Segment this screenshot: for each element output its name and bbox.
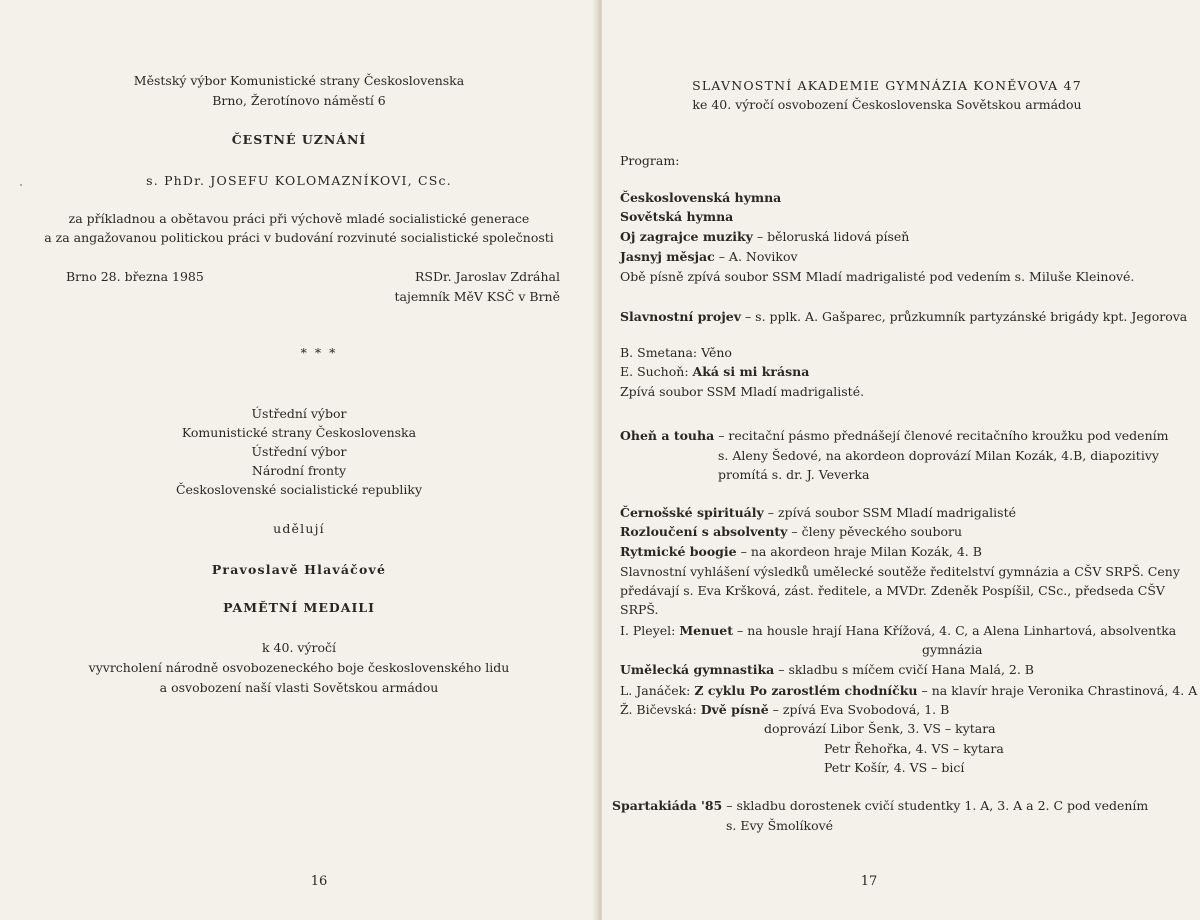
certificate-title: ČESTNÉ UZNÁNÍ: [231, 132, 367, 147]
program-item-continued: předávají s. Eva Kršková, zást. ředitele, a MVDr. Zdeněk Pospíšil, CSc., předseda CŠV: [620, 583, 1165, 598]
program-item: [620, 345, 732, 361]
item-title: Oj zagrajce muziky: [620, 229, 753, 244]
program-item: [620, 524, 962, 540]
org-line-3: Ústřední výbor: [251, 444, 347, 459]
program-item: [620, 505, 1016, 521]
program-item: [620, 249, 798, 265]
item-title: Z cyklu Po zarostlém chodníčku: [694, 683, 918, 698]
item-detail: – skladbu s míčem cvičí Hana Malá, 2. B: [774, 662, 1034, 677]
award-name: PAMĚTNÍ MEDAILI: [223, 600, 375, 615]
item-detail: – na akordeon hraje Milan Kozák, 4. B: [736, 544, 982, 559]
item-title: Umělecká gymnastika: [620, 662, 775, 677]
program-item-continued: s. Aleny Šedové, na akordeon doprovází Milan Kozák, 4.B, diapozitivy: [718, 448, 1159, 463]
program-subtitle: ke 40. výročí osvobození Československa Sovětskou armádou: [692, 97, 1082, 112]
page-number-left: 16: [310, 874, 328, 889]
item-detail: E. Suchoň:: [620, 364, 693, 379]
reason-line-2: a za angažovanou politickou práci v budování rozvinuté socialistické společnosti: [44, 230, 554, 245]
item-title: Sovětská hymna: [620, 209, 734, 224]
program-item-continued: promítá s. dr. J. Veverka: [718, 467, 870, 482]
program-title: SLAVNOSTNÍ AKADEMIE GYMNÁZIA KONĚVOVA 47: [692, 78, 1082, 93]
award-verb: udělují: [273, 521, 325, 536]
program-item-continued: Petr Řehořka, 4. VS – kytara: [824, 741, 1004, 756]
program-item: [620, 190, 781, 206]
item-detail: I. Pleyel:: [620, 623, 680, 638]
program-item: [620, 683, 1197, 699]
left-page: [0, 0, 598, 920]
item-detail: – členy pěveckého souboru: [787, 524, 963, 539]
program-item: [612, 798, 1148, 814]
item-detail: Zpívá soubor SSM Mladí madrigalisté.: [620, 384, 865, 399]
org-line-1: Ústřední výbor: [251, 406, 347, 421]
program-item: [620, 384, 864, 400]
program-item-continued: Petr Košír, 4. VS – bicí: [824, 760, 965, 775]
item-title: Rytmické boogie: [620, 544, 737, 559]
item-detail: – běloruská lidová píseň: [752, 229, 910, 244]
item-detail: – recitační pásmo přednášejí členové recitačního kroužku pod vedením: [714, 428, 1169, 443]
item-detail: Ž. Bičevská:: [620, 702, 701, 717]
item-title: Československá hymna: [620, 190, 782, 205]
occasion-line-3: a osvobození naší vlasti Sovětskou armádou: [159, 680, 439, 695]
item-detail: B. Smetana: Věno: [620, 345, 732, 360]
item-title: Menuet: [679, 623, 734, 638]
item-detail: – s. pplk. A. Gašparec, průzkumník partyzánské brigády kpt. Jegorova: [740, 309, 1188, 324]
program-item: [620, 662, 1034, 678]
item-detail: – A. Novikov: [714, 249, 798, 264]
item-detail: – na klavír hraje Veronika Chrastinová, 4. A: [917, 683, 1198, 698]
awardee-name: Pravoslavě Hlaváčové: [211, 562, 387, 577]
place-date: Brno 28. března 1985: [66, 269, 204, 284]
item-title: Rozloučení s absolventy: [620, 524, 788, 539]
program-item: [620, 269, 1134, 285]
signer-name: RSDr. Jaroslav Zdráhal: [414, 269, 560, 284]
item-detail: – zpívá Eva Svobodová, 1. B: [768, 702, 950, 717]
occasion-line-2: vyvrcholení národně osvobozeneckého boje československého lidu: [88, 660, 510, 675]
item-title: Spartakiáda '85: [612, 798, 723, 813]
page-number-right: 17: [860, 874, 878, 889]
issuer-address: Brno, Žerotínovo náměstí 6: [212, 93, 386, 108]
reason-line-1: za příkladnou a obětavou práci při výchově mladé socialistické generace: [68, 211, 530, 226]
item-title: Slavnostní projev: [620, 309, 741, 324]
item-detail: L. Janáček:: [620, 683, 695, 698]
program-item: [620, 623, 1176, 639]
program-item: [620, 428, 1168, 444]
right-page: [602, 0, 1200, 920]
program-item-continued: SRPŠ.: [620, 602, 659, 617]
item-title: Oheň a touha: [620, 428, 715, 443]
recipient-name: s. PhDr. JOSEFU KOLOMAZNÍKOVI, CSc.: [146, 173, 452, 188]
program-item: [620, 364, 809, 380]
occasion-line-1: k 40. výročí: [261, 640, 337, 655]
org-line-5: Československé socialistické republiky: [175, 482, 423, 497]
program-item-continued: s. Evy Šmolíkové: [726, 818, 834, 833]
signer-title: tajemník MěV KSČ v Brně: [394, 289, 560, 304]
program-item: [620, 544, 982, 560]
program-item: Slavnostní vyhlášení výsledků umělecké soutěže ředitelství gymnázia a CŠV SRPŠ. Ceny: [620, 564, 1180, 579]
item-detail: – zpívá soubor SSM Mladí madrigalisté: [763, 505, 1017, 520]
program-item: [620, 702, 949, 718]
issuer-name: Městský výbor Komunistické strany Československa: [133, 73, 465, 88]
section-separator: * * *: [300, 345, 338, 360]
program-item: [620, 209, 733, 225]
item-title: Aká si mi krásna: [692, 364, 810, 379]
program-item: [620, 229, 909, 245]
item-detail: – na housle hrají Hana Křížová, 4. C, a Alena Linhartová, absolventka: [733, 623, 1177, 638]
item-title: Dvě písně: [700, 702, 769, 717]
item-title: Jasnyj měsjac: [620, 249, 715, 264]
org-line-4: Národní fronty: [251, 463, 347, 478]
item-title: Černošské spirituály: [620, 505, 764, 520]
program-item-continued: doprovází Libor Šenk, 3. VS – kytara: [764, 721, 996, 736]
item-detail: Obě písně zpívá soubor SSM Mladí madrigalisté pod vedením s. Miluše Kleinové.: [620, 269, 1135, 284]
paper-speck: [20, 184, 22, 186]
org-line-2: Komunistické strany Československa: [181, 425, 417, 440]
program-label: Program:: [620, 153, 680, 168]
program-item-continued: gymnázia: [922, 642, 983, 657]
item-detail: – skladbu dorostenek cvičí studentky 1. A, 3. A a 2. C pod vedením: [722, 798, 1149, 813]
program-item: [620, 309, 1187, 325]
